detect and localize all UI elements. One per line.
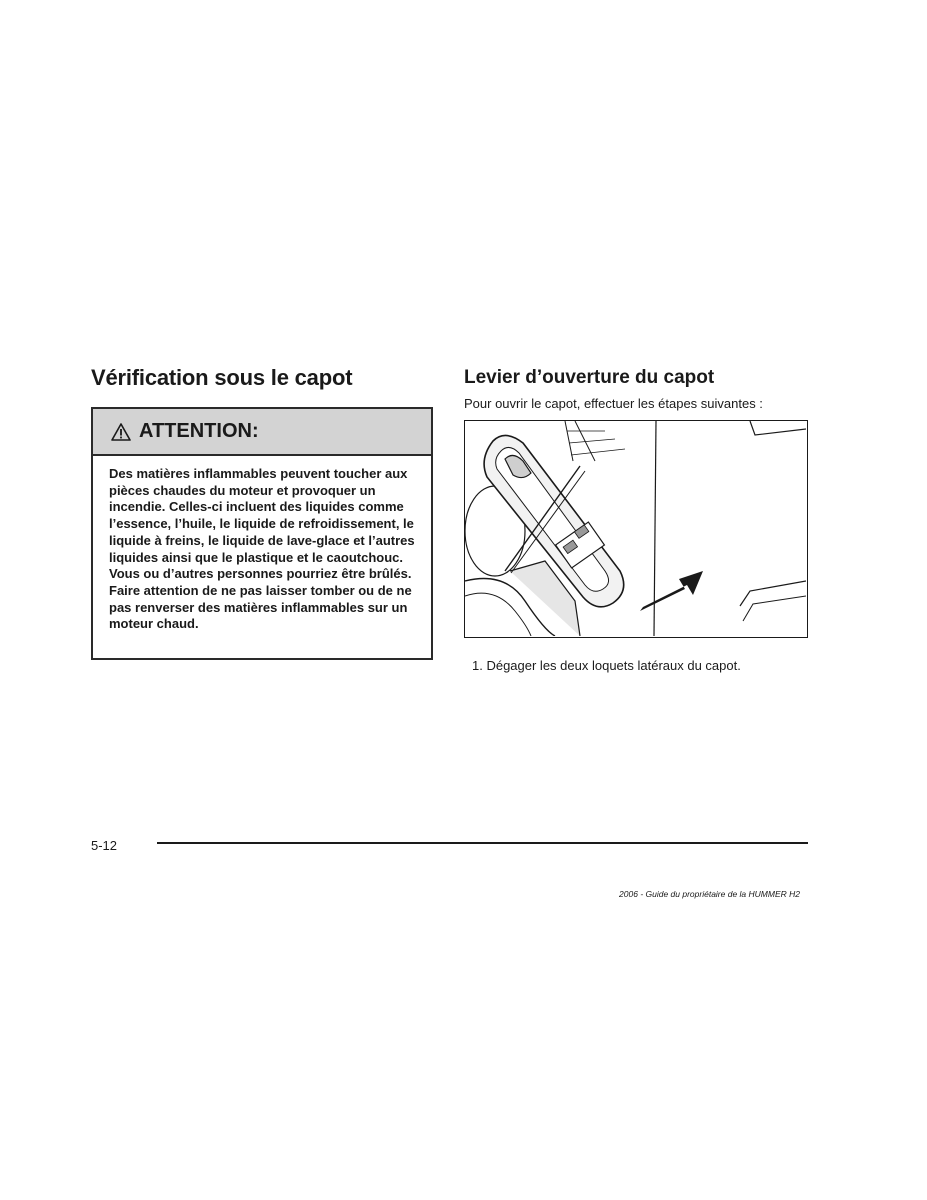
hood-lever-drawing	[465, 421, 806, 636]
page-number: 5-12	[91, 838, 118, 853]
hood-release-lever-illustration	[464, 420, 808, 638]
attention-header	[93, 409, 431, 456]
warning-triangle-icon	[111, 422, 131, 442]
attention-label: ATTENTION:	[139, 420, 259, 442]
step-1: 1. Dégager les deux loquets latéraux du capot.	[472, 658, 741, 673]
footer-rule	[157, 842, 808, 844]
intro-text: Pour ouvrir le capot, effectuer les étapes suivantes :	[464, 396, 763, 411]
page-title: Vérification sous le capot	[91, 365, 353, 390]
section-title: Levier d’ouverture du capot	[464, 367, 715, 388]
attention-box	[91, 407, 433, 660]
attention-text: Des matières inflammables peuvent toucher aux pièces chaudes du moteur et provoquer un incendie. Celles-ci incluent des liquides comme l’essence, l’huile, le liquide de refroidissement, le liquide à freins, le liquide de lave-glace et l’autres liquides ainsi que le plastique et le caoutchouc. Vous ou d’autres personnes pourriez être brûlés. Faire attention de ne pas laisser tomber ou de ne pas renverser des matières inflammables sur un moteur chaud.	[109, 466, 415, 632]
footer-guide-title: 2006 - Guide du propriétaire de la HUMMER H2	[619, 889, 800, 899]
